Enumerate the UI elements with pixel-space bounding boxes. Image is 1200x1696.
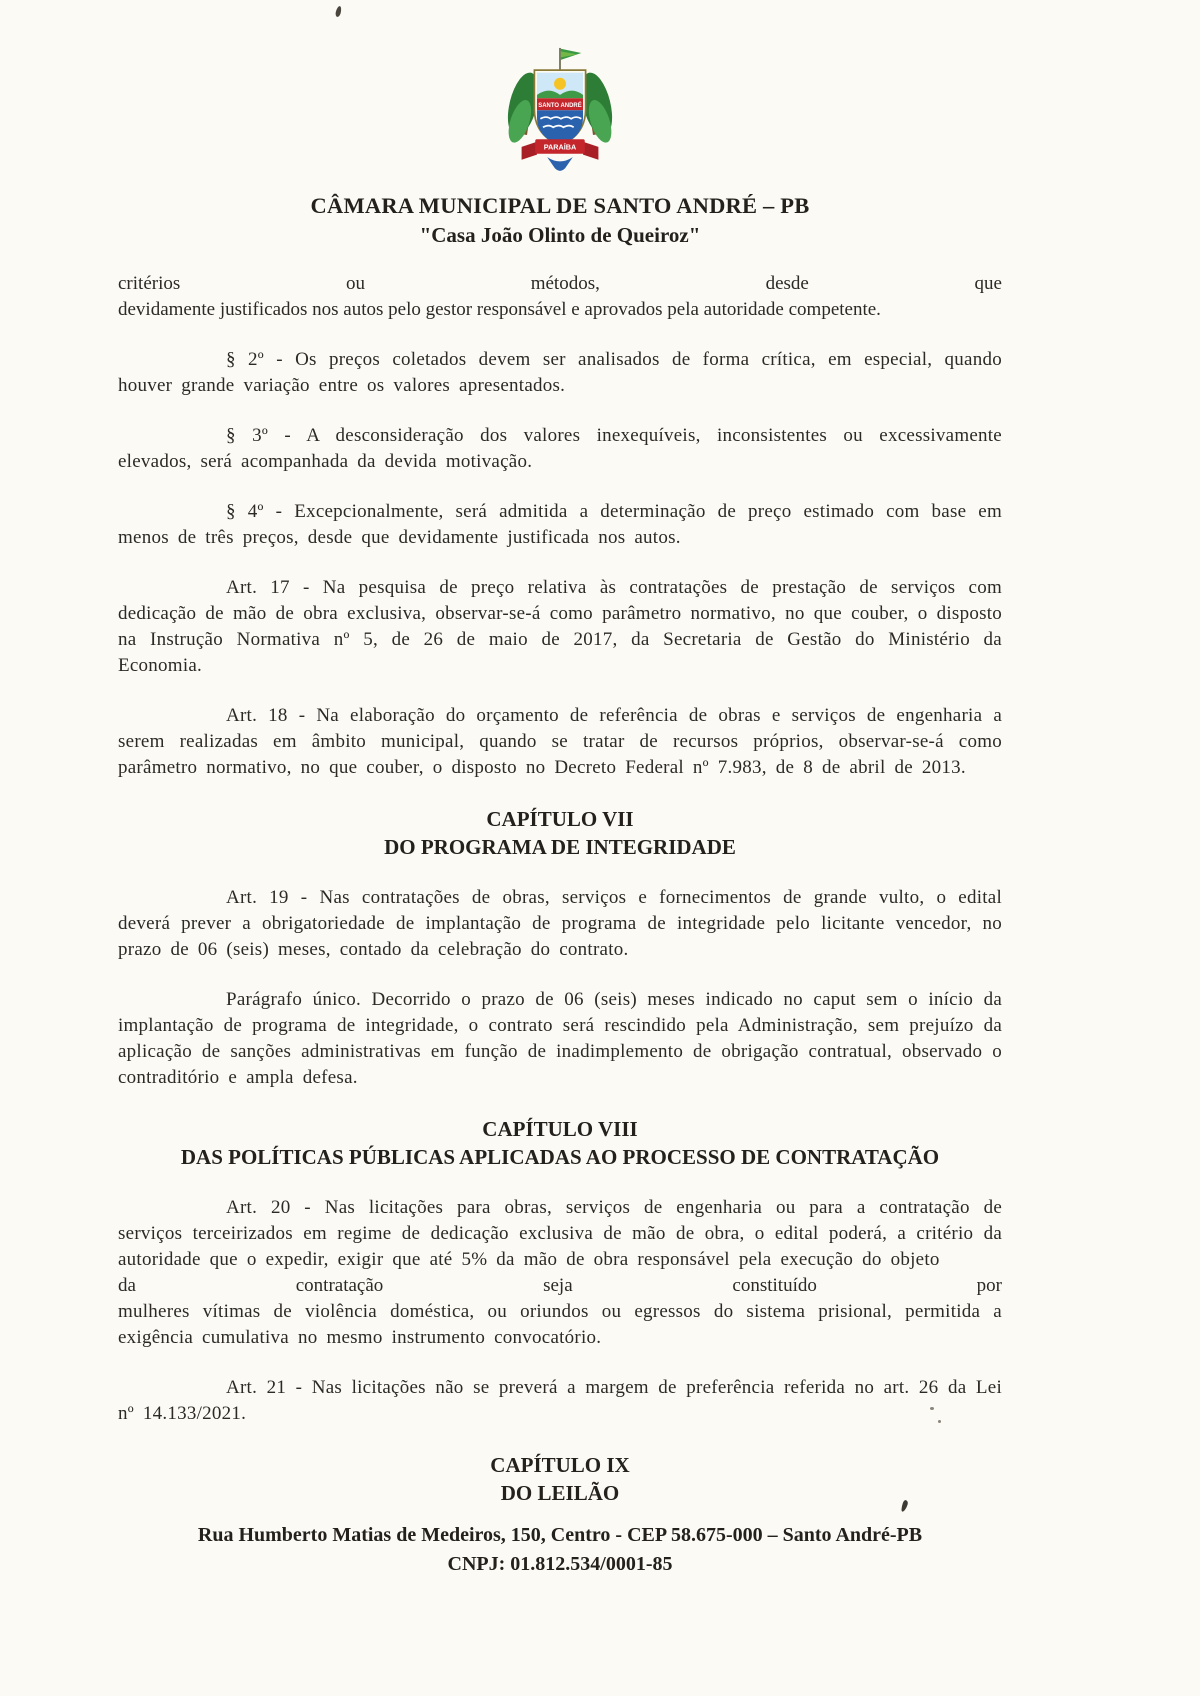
document-body (118, 271, 1002, 1507)
chapter-7-title: DO PROGRAMA DE INTEGRIDADE (384, 835, 736, 859)
chapter-8-title: DAS POLÍTICAS PÚBLICAS APLICADAS AO PROCESSO DE CONTRATAÇÃO (180, 1145, 940, 1169)
scan-artifact-dot (938, 1420, 941, 1423)
crest-banner-text: SANTO ANDRÉ (538, 102, 582, 109)
art-20-spread-line: da contratação seja constituído por (118, 1275, 1002, 1296)
scan-artifact-top (335, 6, 343, 18)
coat-of-arms-logo (496, 46, 624, 183)
document-footer (118, 1521, 1002, 1579)
art-20-segment-1: Art. 20 - Nas licitações para obras, serviços de engenharia ou para a contratação de serviços terceirizados em regime de dedicação exclusiva de mão de obra, o edital poderá, a critério da autoridade que o expedir, exigir que até 5% da mão de obra responsável pela execução do objeto (118, 1197, 1002, 1270)
scan-artifact-dot (930, 1407, 934, 1410)
crest-ribbon (522, 139, 599, 171)
paragraph-art-20 (118, 1195, 1002, 1351)
chapter-8-number: CAPÍTULO VIII (482, 1117, 638, 1141)
continuation-line-2: devidamente justificados nos autos pelo gestor responsável e aprovados pela autoridade competente. (118, 299, 881, 320)
chapter-9-heading (118, 1451, 1002, 1507)
chapter-9-title: DO LEILÃO (500, 1481, 620, 1505)
art-20-segment-2: mulheres vítimas de violência doméstica, ou oriundos ou egressos do sistema prisional, permitida a exigência cumulativa no mesmo instrumento convocatório. (118, 1301, 1002, 1348)
chapter-7-heading (118, 805, 1002, 861)
paragraph-sec-3: § 3º - A desconsideração dos valores inexequíveis, inconsistentes ou excessivamente elevados, será acompanhada da devida motivação. (118, 425, 1002, 472)
footer-cnpj: CNPJ: 01.812.534/0001-85 (447, 1553, 673, 1575)
paragraph-art-21: Art. 21 - Nas licitações não se preverá a margem de preferência referida no art. 26 da Lei nº 14.133/2021. (118, 1377, 1002, 1424)
paragraph-art-19: Art. 19 - Nas contratações de obras, serviços e fornecimentos de grande vulto, o edital deverá prever a obrigatoriedade de implantação de programa de integridade pelo licitante vencedor, no prazo de 06 (seis) meses, contado da celebração do contrato. (118, 887, 1002, 960)
org-subtitle: "Casa João Olinto de Queiroz" (419, 223, 701, 247)
chapter-8-heading (118, 1115, 1002, 1171)
paragraph-sec-4: § 4º - Excepcionalmente, será admitida a determinação de preço estimado com base em menos de três preços, desde que devidamente justificada nos autos. (118, 501, 1002, 548)
continuation-line-1: critérios ou métodos, desde que (118, 273, 1002, 294)
paragraph-continuation (118, 271, 1002, 323)
document-header (118, 46, 1002, 249)
crest-flag-pole (559, 48, 561, 72)
crest-ribbon-text: PARAÍBA (543, 142, 577, 152)
paragraph-sec-2: § 2º - Os preços coletados devem ser analisados de forma crítica, em especial, quando houver grande variação entre os valores apresentados. (118, 349, 1002, 396)
crest-sun (554, 78, 566, 90)
chapter-7-number: CAPÍTULO VII (486, 807, 634, 831)
org-name: CÂMARA MUNICIPAL DE SANTO ANDRÉ – PB (310, 193, 810, 218)
chapter-9-number: CAPÍTULO IX (490, 1453, 630, 1477)
crest-tail (547, 157, 573, 171)
crest-shield (534, 70, 585, 145)
paragraph-paragrafo-unico: Parágrafo único. Decorrido o prazo de 06 (seis) meses indicado no caput sem o início da implantação de programa de integridade, o contrato será rescindido pela Administração, sem prejuízo da aplicação de sanções administrativas em função de inadimplemento de obrigação contratual, observado o contraditório e ampla defesa. (118, 989, 1002, 1088)
footer-address: Rua Humberto Matias de Medeiros, 150, Centro - CEP 58.675-000 – Santo André-PB (197, 1524, 923, 1546)
paragraph-art-18: Art. 18 - Na elaboração do orçamento de referência de obras e serviços de engenharia a serem realizadas em âmbito municipal, quando se tratar de recursos próprios, observar-se-á como parâmetro normativo, no que couber, o disposto no Decreto Federal nº 7.983, de 8 de abril de 2013. (118, 705, 1002, 778)
paragraph-art-17: Art. 17 - Na pesquisa de preço relativa às contratações de prestação de serviços com dedicação de mão de obra exclusiva, observar-se-á como parâmetro normativo, no que couber, o disposto na Instrução Normativa nº 5, de 26 de maio de 2017, da Secretaria de Gestão do Ministério da Economia. (118, 577, 1002, 676)
